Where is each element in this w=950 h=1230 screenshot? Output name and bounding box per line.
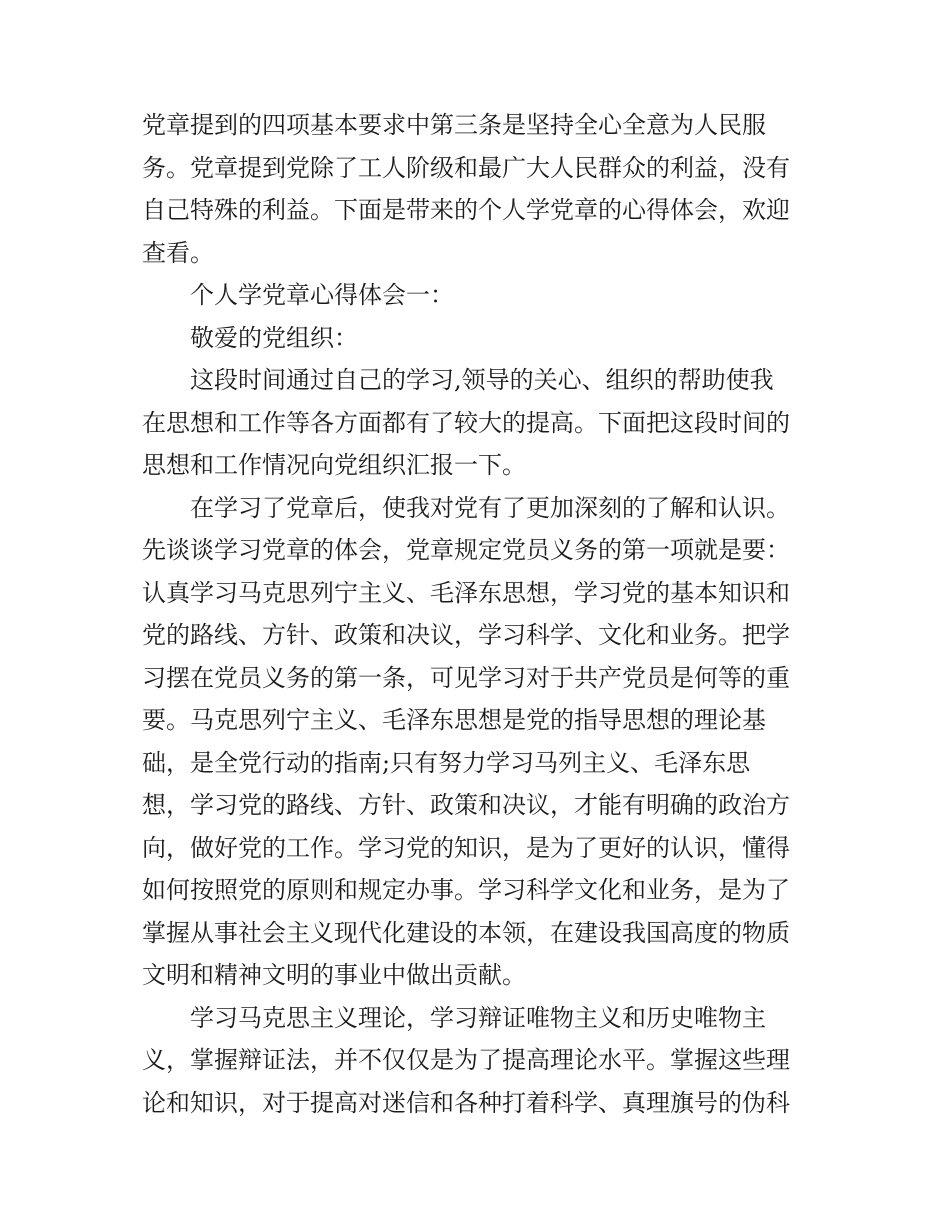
text-line: 党的路线、方针、政策和决议，学习科学、文化和业务。把学 (142, 621, 790, 649)
text-line: 这段时间通过自己的学习,领导的关心、组织的帮助使我 (190, 366, 774, 394)
text-line: 自己特殊的利益。下面是带来的个人学党章的心得体会，欢迎 (142, 196, 790, 224)
text-line: 在学习了党章后，使我对党有了更加深刻的了解和认识。 (190, 493, 790, 522)
text-line: 学习马克思主义理论，学习辩证唯物主义和历史唯物主 (190, 1003, 766, 1032)
text-line: 查看。 (142, 238, 214, 267)
text-line: 敬爱的党组织： (190, 323, 358, 352)
text-line: 义，掌握辩证法，并不仅仅是为了提高理论水平。掌握这些理 (142, 1046, 790, 1074)
text-line: 在思想和工作等各方面都有了较大的提高。下面把这段时间的 (142, 408, 790, 437)
text-line: 个人学党章心得体会一： (190, 281, 454, 309)
text-line: 党章提到的四项基本要求中第三条是坚持全心全意为人民服 (142, 111, 766, 139)
text-line: 先谈谈学习党章的体会，党章规定党员义务的第一项就是要： (142, 536, 790, 564)
text-line: 础，是全党行动的指南;只有努力学习马列主义、毛泽东思 (142, 748, 751, 777)
text-line: 论和知识，对于提高对迷信和各种打着科学、真理旗号的伪科 (142, 1088, 790, 1117)
text-line: 掌握从事社会主义现代化建设的本领，在建设我国高度的物质 (142, 918, 790, 947)
text-line: 文明和精神文明的事业中做出贡献。 (142, 961, 526, 989)
text-line: 认真学习马克思列宁主义、毛泽东思想，学习党的基本知识和 (142, 578, 790, 607)
document-body (142, 104, 814, 1124)
text-line: 习摆在党员义务的第一条，可见学习对于共产党员是何等的重 (142, 663, 790, 692)
text-line: 如何按照党的原则和规定办事。学习科学文化和业务，是为了 (142, 876, 790, 904)
text-line: 要。马克思列宁主义、毛泽东思想是党的指导思想的理论基 (142, 706, 766, 734)
text-line: 务。党章提到党除了工人阶级和最广大人民群众的利益，没有 (142, 153, 790, 182)
text-line: 向，做好党的工作。学习党的知识，是为了更好的认识，懂得 (142, 833, 790, 862)
text-line: 想，学习党的路线、方针、政策和决议，才能有明确的政治方 (142, 791, 790, 819)
text-line: 思想和工作情况向党组织汇报一下。 (142, 451, 526, 479)
